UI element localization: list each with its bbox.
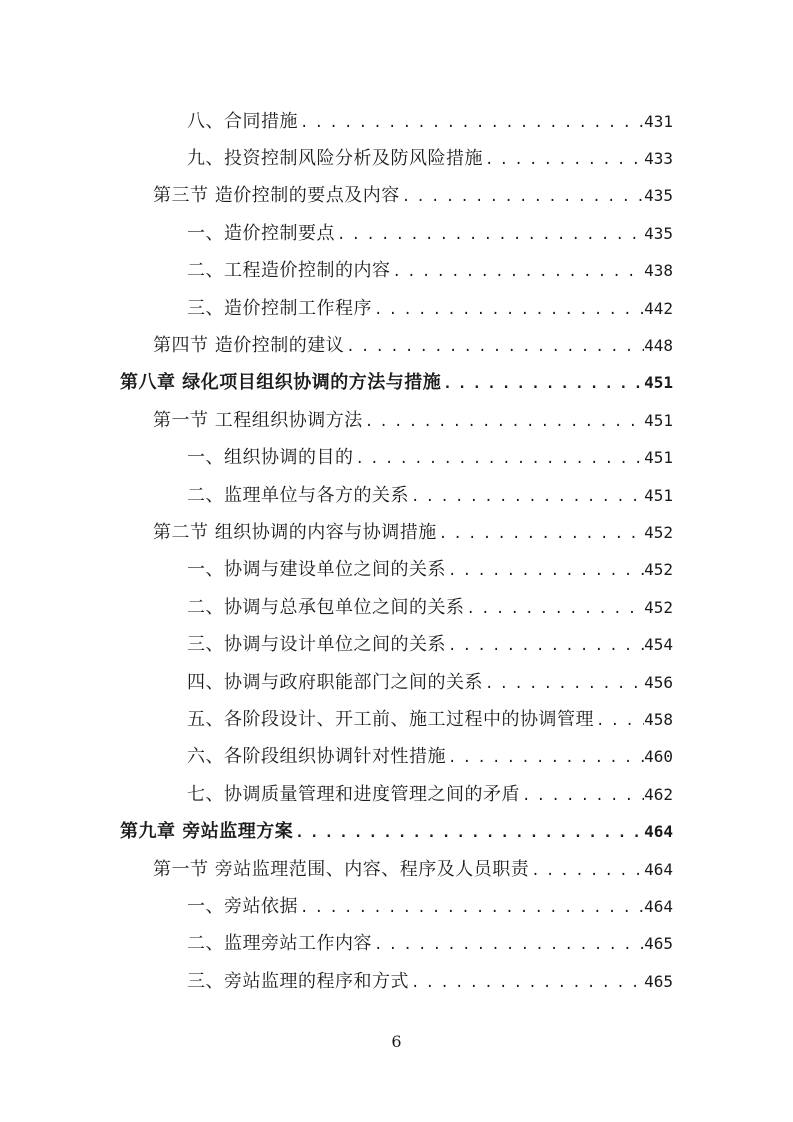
toc-dot-leader xyxy=(293,825,644,841)
toc-item-entry[interactable] xyxy=(0,662,793,699)
toc-entry-page: 438 xyxy=(644,261,673,281)
toc-entry-page: 464 xyxy=(644,859,673,879)
toc-dot-leader xyxy=(335,227,644,243)
toc-entry-page: 442 xyxy=(644,298,673,318)
toc-entry-title: 第一节 旁站监理范围、内容、程序及人员职责 xyxy=(153,858,530,880)
toc-item-entry[interactable] xyxy=(0,774,793,811)
toc-entry-page: 448 xyxy=(644,336,673,356)
toc-entry-page: 451 xyxy=(644,448,673,468)
toc-entry-line xyxy=(153,855,673,881)
toc-item-entry[interactable] xyxy=(0,138,793,175)
page-number: 6 xyxy=(391,1032,402,1051)
toc-dot-leader xyxy=(400,189,644,205)
toc-dot-leader xyxy=(354,451,645,467)
toc-entry-line xyxy=(187,443,673,469)
toc-entry-page: 460 xyxy=(644,747,673,767)
toc-entry-line xyxy=(187,967,673,993)
toc-entry-line xyxy=(187,668,673,694)
toc-item-entry[interactable] xyxy=(0,213,793,250)
toc-entry-title: 三、造价控制工作程序 xyxy=(187,297,372,319)
toc-dot-leader xyxy=(446,638,644,654)
toc-section-entry[interactable] xyxy=(0,325,793,362)
toc-entry-line xyxy=(120,368,673,394)
toc-entry-line xyxy=(187,593,673,619)
toc-entry-page: 431 xyxy=(644,111,673,131)
toc-entry-page: 465 xyxy=(644,971,673,991)
toc-entry-title: 一、组织协调的目的 xyxy=(187,447,354,469)
toc-entry-page: 458 xyxy=(644,709,673,729)
toc-entry-title: 四、协调与政府职能部门之间的关系 xyxy=(187,671,483,693)
toc-item-entry[interactable] xyxy=(0,475,793,512)
toc-section-entry[interactable] xyxy=(0,400,793,437)
toc-entry-line xyxy=(153,331,673,357)
toc-dot-leader xyxy=(520,788,644,804)
toc-dot-leader xyxy=(446,750,644,766)
toc-dot-leader xyxy=(594,713,644,729)
toc-entry-title: 五、各阶段设计、开工前、施工过程中的协调管理 xyxy=(187,708,594,730)
toc-item-entry[interactable] xyxy=(0,101,793,138)
toc-dot-leader xyxy=(483,152,644,168)
toc-entry-page: 435 xyxy=(644,223,673,243)
toc-entry-title: 第八章 绿化项目组织协调的方法与措施 xyxy=(120,372,442,394)
toc-item-entry[interactable] xyxy=(0,587,793,624)
toc-entry-page: 452 xyxy=(644,597,673,617)
toc-dot-leader xyxy=(344,339,644,355)
toc-entry-page: 451 xyxy=(644,410,673,430)
toc-entry-title: 三、协调与设计单位之间的关系 xyxy=(187,634,446,656)
toc-item-entry[interactable] xyxy=(0,624,793,661)
toc-section-entry[interactable] xyxy=(0,512,793,549)
toc-item-entry[interactable] xyxy=(0,550,793,587)
toc-entry-line xyxy=(187,481,673,507)
toc-entry-page: 452 xyxy=(644,560,673,580)
toc-entry-title: 八、合同措施 xyxy=(187,110,298,132)
toc-entry-title: 九、投资控制风险分析及防风险措施 xyxy=(187,148,483,170)
toc-entry-line xyxy=(187,107,673,133)
toc-entry-line xyxy=(187,780,673,806)
toc-entry-page: 451 xyxy=(644,485,673,505)
toc-entry-title: 三、旁站监理的程序和方式 xyxy=(187,970,409,992)
toc-entry-line xyxy=(187,892,673,918)
toc-dot-leader xyxy=(298,900,644,916)
toc-entry-title: 一、协调与建设单位之间的关系 xyxy=(187,559,446,581)
toc-item-entry[interactable] xyxy=(0,924,793,961)
toc-entry-line xyxy=(187,555,673,581)
toc-dot-leader xyxy=(372,302,644,318)
toc-item-entry[interactable] xyxy=(0,737,793,774)
toc-entry-page: 464 xyxy=(644,896,673,916)
toc-entry-page: 462 xyxy=(644,784,673,804)
toc-dot-leader xyxy=(529,863,644,879)
toc-entry-line xyxy=(153,518,673,544)
toc-item-entry[interactable] xyxy=(0,288,793,325)
toc-entry-page: 464 xyxy=(644,822,673,842)
toc-dot-leader xyxy=(441,376,644,392)
toc-item-entry[interactable] xyxy=(0,251,793,288)
toc-entry-title: 第四节 造价控制的建议 xyxy=(153,335,345,357)
toc-dot-leader xyxy=(391,264,645,280)
toc-entry-page: 433 xyxy=(644,149,673,169)
toc-entry-title: 第九章 旁站监理方案 xyxy=(120,821,294,843)
toc-chapter-entry[interactable] xyxy=(0,363,793,400)
toc-chapter-entry[interactable] xyxy=(0,811,793,848)
toc-item-entry[interactable] xyxy=(0,961,793,998)
toc-entry-title: 第二节 组织协调的内容与协调措施 xyxy=(153,521,437,543)
toc-entry-line xyxy=(120,817,673,843)
toc-entry-line xyxy=(187,256,673,282)
toc-entry-line xyxy=(153,181,673,207)
toc-entry-title: 一、造价控制要点 xyxy=(187,222,335,244)
toc-dot-leader xyxy=(298,115,644,131)
toc-dot-leader xyxy=(372,937,644,953)
toc-entry-title: 二、监理单位与各方的关系 xyxy=(187,484,409,506)
table-of-contents xyxy=(0,101,793,998)
toc-item-entry[interactable] xyxy=(0,699,793,736)
toc-section-entry[interactable] xyxy=(0,176,793,213)
toc-entry-title: 二、工程造价控制的内容 xyxy=(187,260,391,282)
toc-entry-line xyxy=(187,219,673,245)
toc-entry-title: 七、协调质量管理和进度管理之间的矛盾 xyxy=(187,783,520,805)
toc-dot-leader xyxy=(409,975,644,991)
toc-section-entry[interactable] xyxy=(0,849,793,886)
toc-entry-line xyxy=(187,705,673,731)
toc-dot-leader xyxy=(409,489,644,505)
toc-dot-leader xyxy=(437,526,644,542)
toc-entry-title: 第三节 造价控制的要点及内容 xyxy=(153,185,400,207)
toc-dot-leader xyxy=(465,601,645,617)
toc-dot-leader xyxy=(363,414,644,430)
toc-entry-line xyxy=(187,929,673,955)
toc-entry-page: 451 xyxy=(644,373,673,393)
toc-entry-page: 435 xyxy=(644,186,673,206)
toc-dot-leader xyxy=(446,563,644,579)
toc-entry-line xyxy=(187,144,673,170)
toc-entry-line xyxy=(187,294,673,320)
toc-entry-title: 六、各阶段组织协调针对性措施 xyxy=(187,746,446,768)
toc-entry-line xyxy=(187,630,673,656)
toc-entry-page: 454 xyxy=(644,635,673,655)
toc-entry-page: 456 xyxy=(644,672,673,692)
toc-entry-page: 452 xyxy=(644,522,673,542)
toc-entry-title: 二、监理旁站工作内容 xyxy=(187,933,372,955)
toc-entry-line xyxy=(187,742,673,768)
toc-entry-title: 一、旁站依据 xyxy=(187,895,298,917)
toc-entry-title: 二、协调与总承包单位之间的关系 xyxy=(187,596,465,618)
toc-dot-leader xyxy=(483,676,644,692)
toc-item-entry[interactable] xyxy=(0,886,793,923)
toc-entry-title: 第一节 工程组织协调方法 xyxy=(153,409,363,431)
toc-entry-page: 465 xyxy=(644,934,673,954)
toc-item-entry[interactable] xyxy=(0,438,793,475)
toc-entry-line xyxy=(153,406,673,432)
